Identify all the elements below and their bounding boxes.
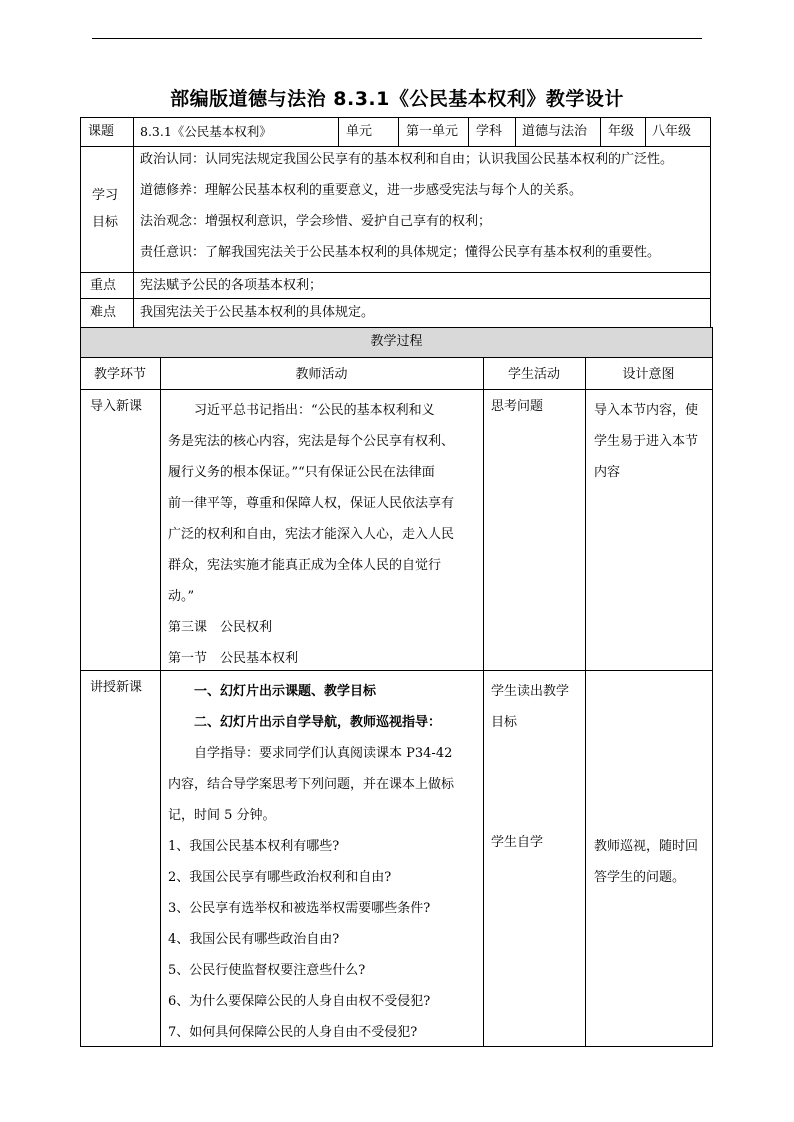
difficulty-value: 我国宪法关于公民基本权利的具体规定。 — [140, 305, 375, 320]
col-header-stage: 教学环节 — [93, 367, 146, 382]
objective-item: 法治观念：增强权利意识，学会珍惜、爱护自己享有的权利； — [140, 214, 492, 229]
page-title: 部编版道德与法治 8.3.1《公民基本权利》教学设计 — [170, 88, 624, 110]
unit-label: 单元 — [346, 124, 373, 139]
difficulty-label: 难点 — [90, 305, 117, 320]
intro-design-intent — [594, 395, 712, 488]
text-line: 习近平总书记指出：“公民的基本权利和义 — [168, 403, 435, 418]
objective-item: 道德修养：理解公民基本权利的重要意义，进一步感受宪法与每个人的关系。 — [140, 183, 583, 198]
objectives-label-2: 目标 — [92, 215, 119, 230]
text-line: 内容，结合导学案思考下列问题，并在课本上做标 — [168, 777, 455, 792]
text-line: 6、为什么要保障公民的人身自由权不受侵犯? — [168, 994, 431, 1009]
lesson-value: 8.3.1《公民基本权利》 — [140, 124, 272, 139]
text-line: 动。” — [168, 589, 195, 604]
new-lesson-design-intent — [594, 831, 712, 893]
text-line: 4、我国公民有哪些政治自由? — [168, 932, 340, 947]
text-line: 内容 — [594, 465, 621, 480]
text-line: 1、我国公民基本权利有哪些? — [168, 839, 340, 854]
text-line: 群众，宪法实施才能真正成为全体人民的自觉行 — [168, 558, 442, 573]
intro-student-activity: 思考问题 — [491, 399, 544, 414]
text-line: 5、公民行使监督权要注意些什么? — [168, 963, 366, 978]
objective-item: 政治认同：认同宪法规定我国公民享有的基本权利和自由；认识我国公民基本权利的广泛性。 — [140, 152, 674, 167]
subject-label: 学科 — [476, 124, 503, 139]
text-line: 7、如何具何保障公民的人身自由不受侵犯? — [168, 1025, 418, 1040]
text-line: 第一节 公民基本权利 — [168, 651, 299, 666]
text-line: 履行义务的根本保证。”“只有保证公民在法律面 — [168, 465, 435, 480]
col-header-student: 学生活动 — [507, 367, 560, 382]
key-point-value: 宪法赋予公民的各项基本权利； — [140, 278, 323, 293]
grade-value: 八年级 — [652, 124, 692, 139]
objectives-list — [140, 150, 710, 274]
text-line: 3、公民享有选举权和被选举权需要哪些条件? — [168, 901, 431, 916]
objectives-label-1: 学习 — [92, 188, 119, 203]
text-line: 第三课 公民权利 — [168, 620, 273, 635]
subject-value: 道德与法治 — [522, 124, 588, 139]
text-line: 记，时间 5 分钟。 — [168, 808, 276, 823]
text-line: 学生读出教学 — [491, 684, 570, 699]
objective-item: 责任意识：了解我国宪法关于公民基本权利的具体规定；懂得公民享有基本权利的重要性。 — [140, 245, 661, 260]
new-lesson-student-activity-2: 学生自学 — [491, 835, 544, 850]
text-line: 前一律平等，尊重和保障人权，保证人民依法享有 — [168, 496, 455, 511]
lesson-label: 课题 — [88, 124, 115, 139]
text-line: 二、幻灯片出示自学导航，教师巡视指导： — [168, 715, 442, 730]
header-rule — [92, 38, 702, 39]
col-header-intent: 设计意图 — [622, 367, 675, 382]
unit-value: 第一单元 — [406, 124, 459, 139]
text-line: 务是宪法的核心内容，宪法是每个公民享有权利、 — [168, 434, 455, 449]
text-line: 教师巡视，随时回 — [594, 839, 699, 854]
text-line: 广泛的权利和自由，宪法才能深入人心，走入人民 — [168, 527, 455, 542]
new-lesson-student-activity-1 — [491, 676, 583, 738]
grade-label: 年级 — [608, 124, 635, 139]
text-line: 一、幻灯片出示课题、教学目标 — [168, 684, 377, 699]
col-header-teacher: 教师活动 — [295, 367, 348, 382]
text-line: 导入本节内容，使 — [594, 403, 699, 418]
text-line: 目标 — [491, 715, 518, 730]
intro-teacher-activity — [168, 395, 480, 674]
text-line: 自学指导：要求同学们认真阅读课本 P34-42 — [168, 746, 453, 761]
new-lesson-teacher-activity — [168, 676, 482, 1048]
text-line: 学生易于进入本节 — [594, 434, 699, 449]
key-point-label: 重点 — [90, 278, 117, 293]
process-header: 教学过程 — [370, 334, 423, 349]
new-lesson-stage: 讲授新课 — [90, 680, 143, 695]
text-line: 2、我国公民享有哪些政治权利和自由? — [168, 870, 392, 885]
text-line: 答学生的问题。 — [594, 870, 686, 885]
intro-stage: 导入新课 — [90, 399, 143, 414]
